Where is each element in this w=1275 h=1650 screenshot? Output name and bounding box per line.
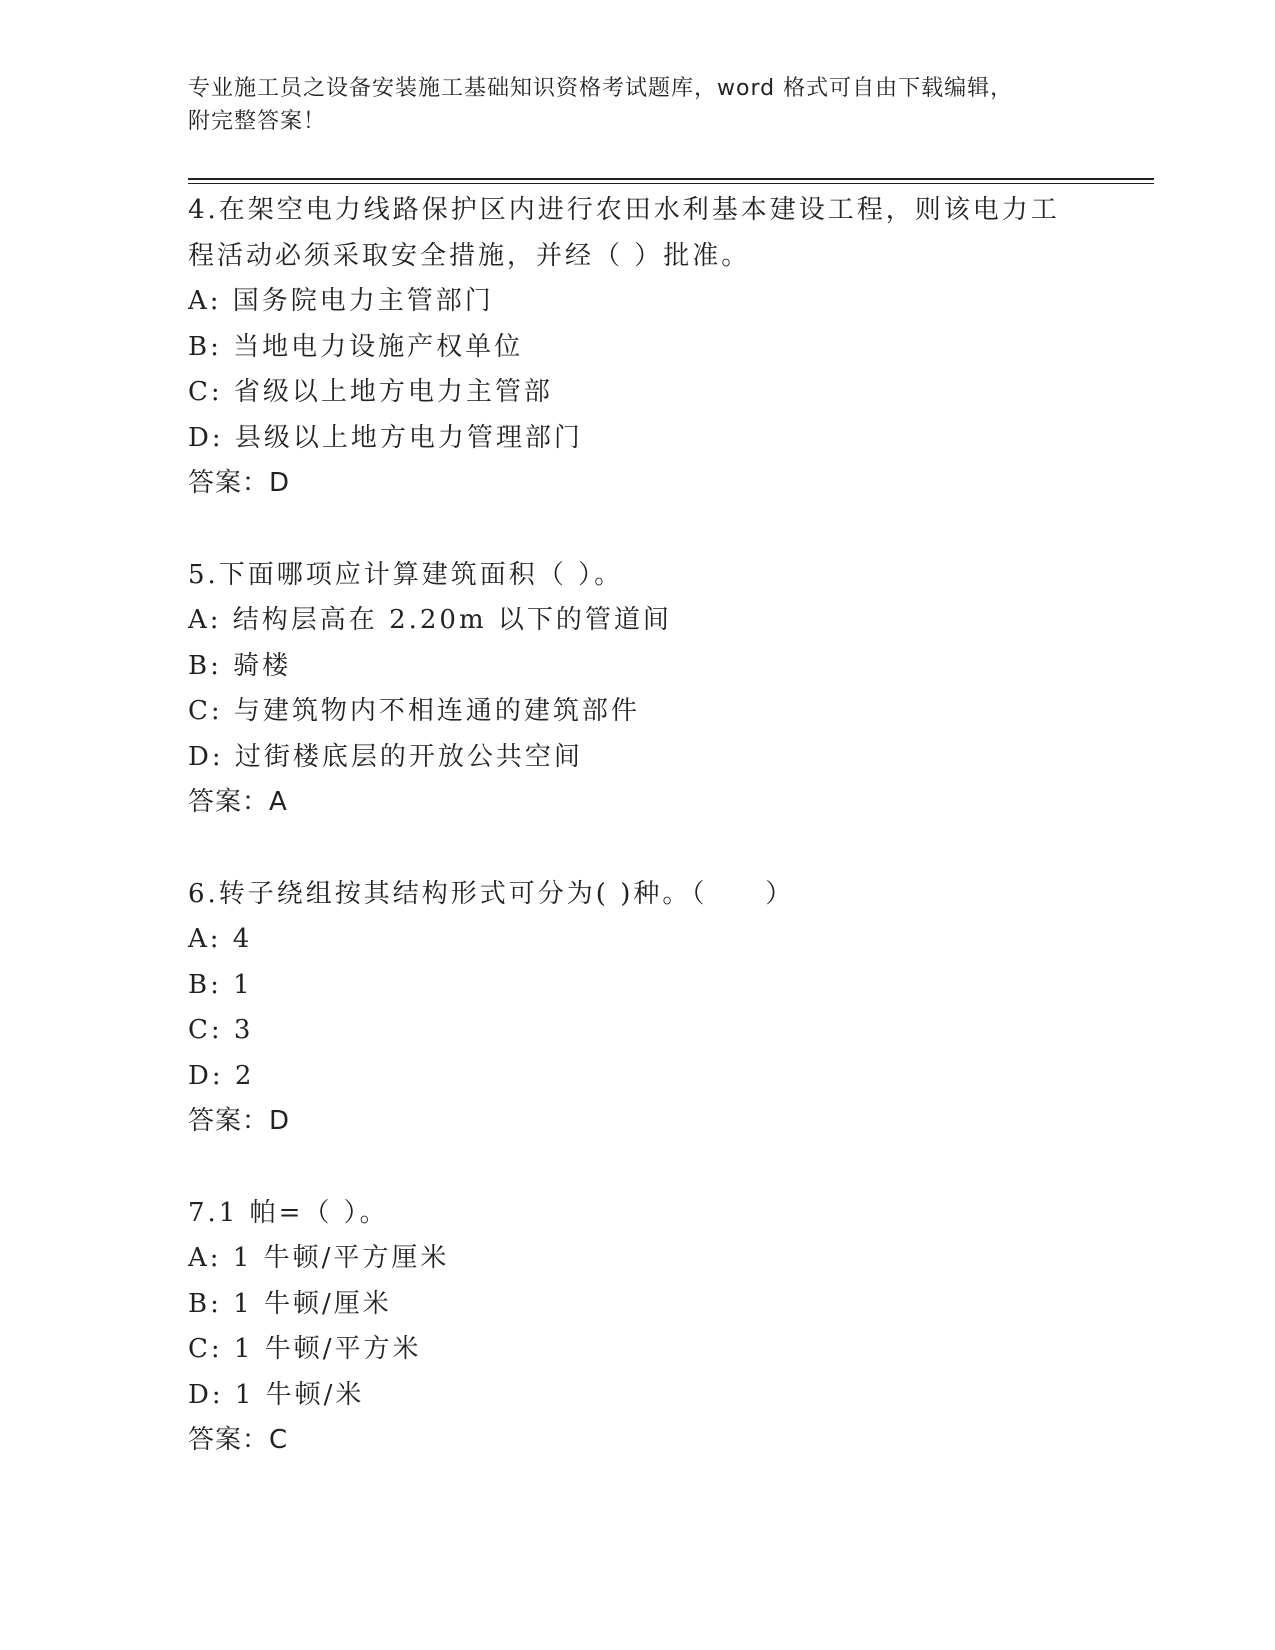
stem-line: 4.在架空电力线路保护区内进行农田水利基本建设工程，则该电力工 xyxy=(188,195,1060,225)
option-b: B: 当地电力设施产权单位 xyxy=(188,331,524,362)
stem-line: 7.1 帕=（ ）。 xyxy=(188,1197,389,1228)
question-7 xyxy=(188,1191,1088,1464)
answer: 答案：D xyxy=(188,468,291,498)
header-line-1: 专业施工员之设备安装施工基础知识资格考试题库，word 格式可自由下载编辑， xyxy=(188,76,1014,101)
document-header xyxy=(188,72,1088,138)
option-c: C: 1 牛顿/平方米 xyxy=(188,1334,422,1364)
option-a: A: 国务院电力主管部门 xyxy=(188,286,494,316)
option-b: B: 1 xyxy=(188,969,253,1000)
option-b: B: 1 牛顿/厘米 xyxy=(188,1288,392,1319)
stem-line: 程活动必须采取安全措施，并经（ ）批准。 xyxy=(188,240,751,271)
question-stem xyxy=(188,872,1088,918)
question-5 xyxy=(188,553,1088,826)
spacer xyxy=(188,826,1088,872)
option-a: A: 4 xyxy=(188,924,253,954)
question-list xyxy=(188,188,1088,1464)
question-stem xyxy=(188,553,1088,599)
option-a: A: 结构层高在 2.20m 以下的管道间 xyxy=(188,605,672,635)
question-4 xyxy=(188,188,1088,507)
option-d: D: 1 牛顿/米 xyxy=(188,1379,365,1410)
option-a: A: 1 牛顿/平方厘米 xyxy=(188,1243,450,1273)
stem-line: 6.转子绕组按其结构形式可分为( )种。（ ） xyxy=(188,878,795,909)
option-d: D: 过街楼底层的开放公共空间 xyxy=(188,741,583,772)
header-divider-thin xyxy=(188,183,1154,184)
option-c: C: 省级以上地方电力主管部 xyxy=(188,377,553,407)
option-d: D: 县级以上地方电力管理部门 xyxy=(188,422,583,453)
option-c: C: 3 xyxy=(188,1015,254,1045)
answer: 答案：A xyxy=(188,787,288,817)
spacer xyxy=(188,507,1088,553)
question-stem xyxy=(188,1191,1088,1237)
answer: 答案：C xyxy=(188,1425,289,1455)
option-c: C: 与建筑物内不相连通的建筑部件 xyxy=(188,696,640,726)
option-d: D: 2 xyxy=(188,1060,255,1091)
question-stem xyxy=(188,188,1088,279)
question-6 xyxy=(188,872,1088,1145)
option-b: B: 骑楼 xyxy=(188,650,292,681)
answer: 答案：D xyxy=(188,1106,291,1136)
spacer xyxy=(188,1145,1088,1191)
header-line-2: 附完整答案！ xyxy=(188,109,327,134)
header-divider-thick xyxy=(188,178,1154,180)
stem-line: 5.下面哪项应计算建筑面积（ ）。 xyxy=(188,559,624,590)
